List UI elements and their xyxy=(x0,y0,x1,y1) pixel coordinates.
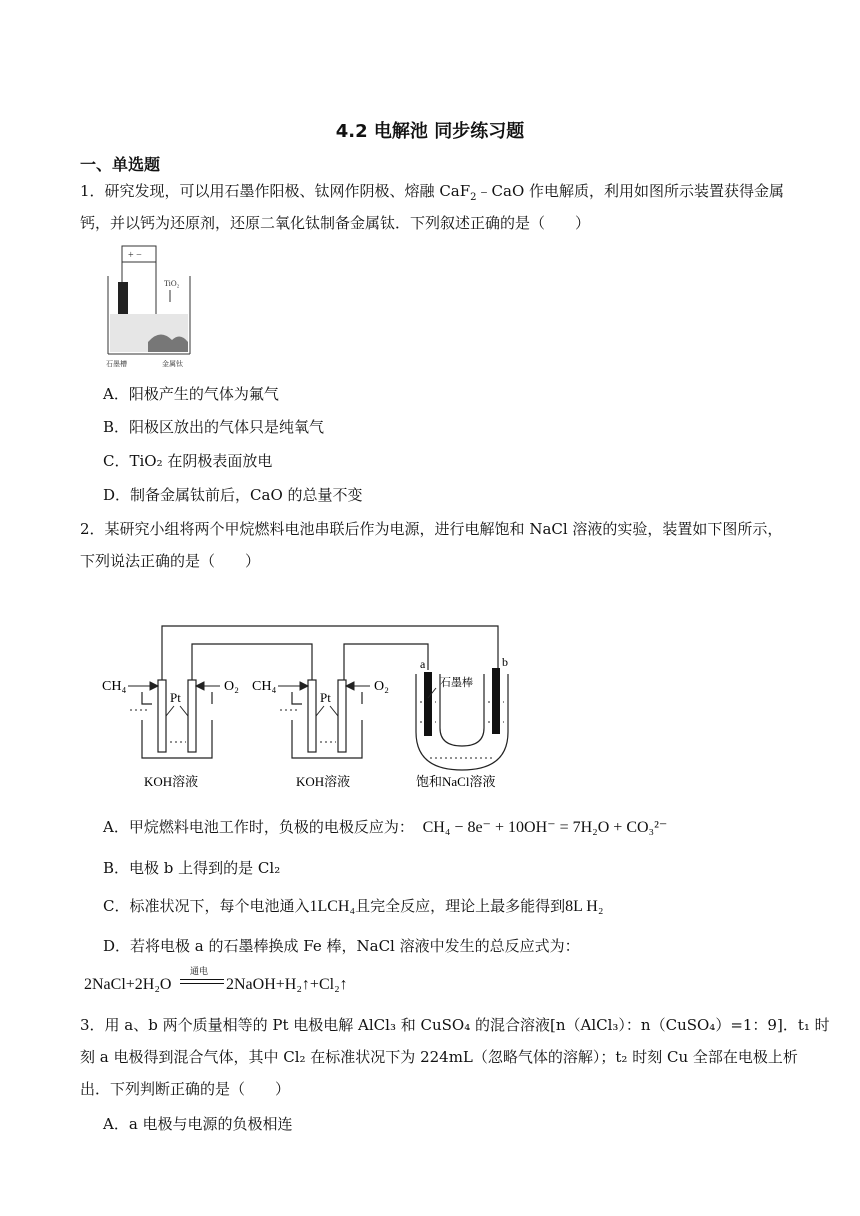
q2-fuel-cell-figure xyxy=(100,622,520,794)
label-a: a xyxy=(420,657,426,671)
label-b: b xyxy=(502,655,508,669)
section-heading: 一、单选题 xyxy=(80,155,161,174)
q2-option-a: A．甲烷燃料电池工作时，负极的电极反应为： CH₄ − 8e⁻ + 10OH⁻ = 7H₂O + CO₃²⁻ xyxy=(103,818,668,836)
o2-label-1: O₂ xyxy=(224,679,239,694)
tio2-label: TiO₂ xyxy=(164,279,180,288)
koh-label-1: KOH溶液 xyxy=(144,774,199,789)
titanium-label: 金属钛 xyxy=(162,360,183,368)
koh-label-2: KOH溶液 xyxy=(296,774,351,789)
q3-option-a: A．a 电极与电源的负极相连 xyxy=(103,1115,293,1133)
electrode-a xyxy=(424,672,432,736)
q2-option-b: B．电极 b 上得到的是 Cl₂ xyxy=(103,859,281,877)
graphite-rod-label: 石墨棒 xyxy=(440,677,473,689)
q3-line2: 刻 a 电极得到混合气体，其中 Cl₂ 在标准状况下为 224mL（忽略气体的溶解）；t₂ 时刻 Cu 全部在电极上析 xyxy=(80,1048,798,1066)
ch4-label-2: CH₄ xyxy=(252,679,277,694)
ch4-label-1: CH₄ xyxy=(102,679,127,694)
q1-electrolysis-figure xyxy=(100,242,206,370)
svg-text:+ −: + − xyxy=(128,250,142,261)
eq-sign xyxy=(180,979,224,984)
q2-option-d: D．若将电极 a 的石墨棒换成 Fe 棒，NaCl 溶液中发生的总反应式为： xyxy=(103,937,580,955)
q2-line1: 2．某研究小组将两个甲烷燃料电池串联后作为电源，进行电解饱和 NaCl 溶液的实验，装置如下图所示， xyxy=(80,520,783,538)
q1-option-c: C．TiO₂ 在阴极表面放电 xyxy=(103,452,273,470)
pt-label-1: Pt xyxy=(170,690,181,705)
q1-line2: 钙，并以钙为还原剂，还原二氧化钛制备金属钛．下列叙述正确的是（ ） xyxy=(80,214,591,232)
electrode-b xyxy=(492,668,500,734)
o2-label-2: O₂ xyxy=(374,679,389,694)
q2-line2: 下列说法正确的是（ ） xyxy=(80,552,261,570)
graphite-tank-label: 石墨槽 xyxy=(106,360,127,368)
q2-option-c: C．标准状况下，每个电池通入1LCH₄且完全反应，理论上最多能得到8L H₂ xyxy=(103,897,604,915)
page-title: 4.2 电解池 同步练习题 xyxy=(335,121,525,142)
q1-option-b: B．阳极区放出的气体只是纯氧气 xyxy=(103,418,325,436)
q1-line1: 1．研究发现，可以用石墨作阳极、钛网作阴极、熔融 CaF$_2$﹣CaO 作电解质，利用如图所示装置获得金属 xyxy=(80,182,785,203)
q1-option-d: D．制备金属钛前后，CaO 的总量不变 xyxy=(103,486,363,504)
q2-option-a-formula: CH₄ − 8e⁻ + 10OH⁻ = 7H₂O + CO₃²⁻ xyxy=(422,819,668,836)
nacl-label: 饱和NaCl溶液 xyxy=(416,774,496,789)
q1-option-a: A．阳极产生的气体为氟气 xyxy=(103,385,279,403)
eq-condition: 通电 xyxy=(190,967,209,977)
q3-line1: 3．用 a、b 两个质量相等的 Pt 电极电解 AlCl₃ 和 CuSO₄ 的混合溶液[n（AlCl₃）：n（CuSO₄）=1：9]．t₁ 时 xyxy=(80,1016,830,1034)
pt-label-2: Pt xyxy=(320,690,331,705)
q3-line3: 出．下列判断正确的是（ ） xyxy=(80,1080,291,1098)
